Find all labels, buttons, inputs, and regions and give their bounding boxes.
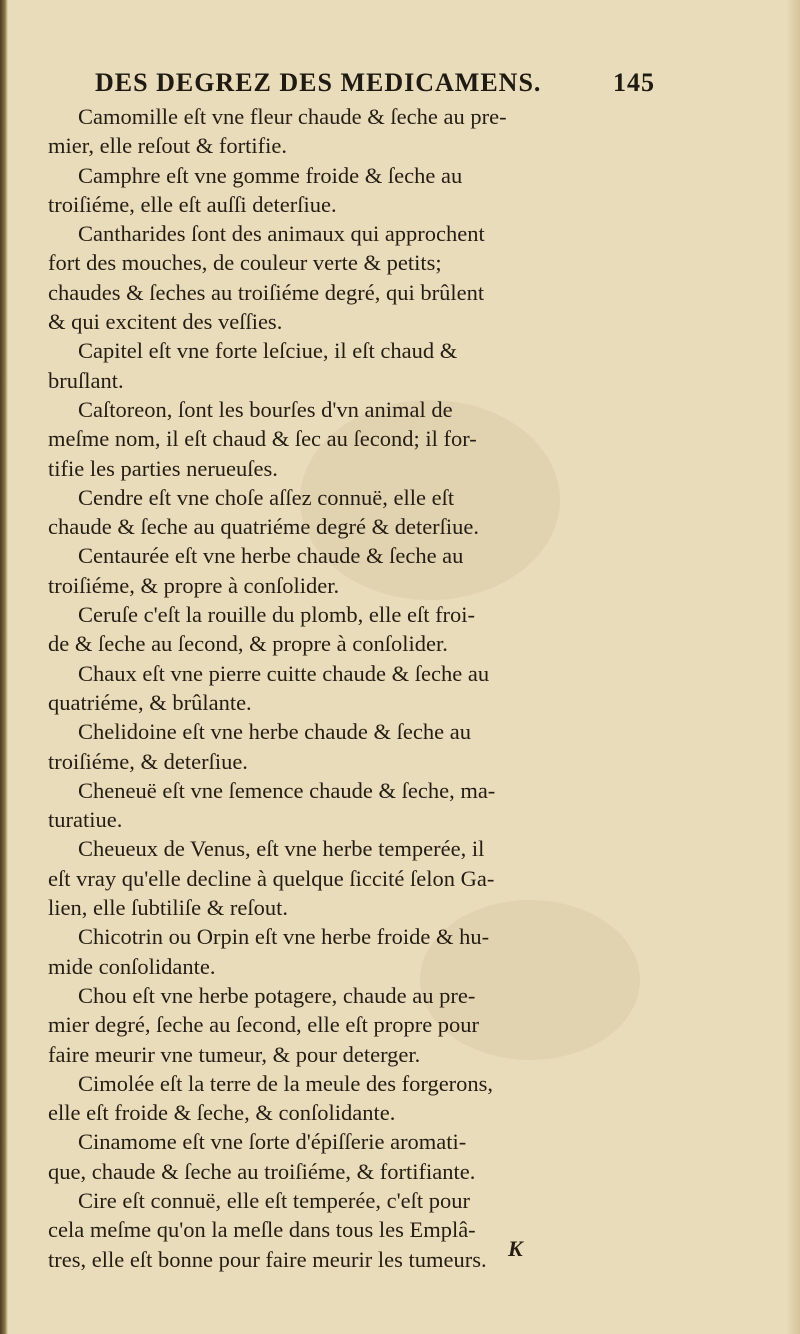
- entry-line: Camomille eſt vne fleur chaude & ſeche au pre-: [78, 104, 507, 129]
- entry-line: Centaurée eſt vne herbe chaude & ſeche au: [78, 543, 464, 569]
- running-head: [95, 68, 655, 100]
- dictionary-entry: [48, 922, 644, 981]
- entry-line: fort des mouches, de couleur verte & petits;: [48, 250, 442, 276]
- entry-line: eſt vray qu'elle decline à quelque ſiccité ſelon Ga-: [48, 865, 495, 891]
- dictionary-entry: [48, 1186, 644, 1274]
- signature-mark: K: [508, 1236, 523, 1261]
- entry-line: tifie les parties nerueuſes.: [48, 455, 278, 481]
- entry-line: meſme nom, il eſt chaud & ſec au ſecond; il for-: [48, 426, 477, 452]
- entry-line: que, chaude & ſeche au troiſiéme, & fortifiante.: [48, 1158, 476, 1184]
- entry-line: troiſiéme, & propre à conſolider.: [48, 572, 340, 598]
- dictionary-entry: [48, 981, 644, 1069]
- entry-line: elle eſt froide & ſeche, & conſolidante.: [48, 1100, 396, 1126]
- page-number: 145: [613, 68, 655, 97]
- entry-line: Capitel eſt vne forte leſciue, il eſt chaud &: [78, 338, 458, 364]
- entry-line: Cendre eſt vne choſe aſſez connuë, elle eſt: [78, 484, 455, 510]
- entry-line: Cantharides ſont des animaux qui approchent: [78, 221, 485, 247]
- page-gutter: [0, 0, 8, 1334]
- entry-line: Cheneuë eſt vne ſemence chaude & ſeche, ma-: [78, 777, 496, 803]
- entry-line: Chou eſt vne herbe potagere, chaude au pre-: [78, 982, 476, 1008]
- entry-line: cela meſme qu'on la meſle dans tous les Emplâ-: [48, 1217, 476, 1243]
- entry-line: Camphre eſt vne gomme froide & ſeche au: [78, 162, 463, 188]
- entry-line: mide conſolidante.: [48, 953, 216, 979]
- dictionary-text: [48, 102, 644, 1274]
- entry-line: turatiue.: [48, 807, 123, 833]
- entry-line: Cimolée eſt la terre de la meule des forgerons,: [78, 1070, 494, 1096]
- entry-line: Ceruſe c'eſt la rouille du plomb, elle eſt froi-: [78, 602, 476, 628]
- entry-line: tres, elle eſt bonne pour faire meurir les tumeurs.: [48, 1246, 487, 1272]
- dictionary-entry: [48, 541, 644, 600]
- entry-line: Cinamome eſt vne ſorte d'épiſſerie aromati-: [78, 1129, 467, 1155]
- entry-line: Chelidoine eſt vne herbe chaude & ſeche au: [78, 719, 471, 745]
- entry-line: Chaux eſt vne pierre cuitte chaude & ſeche au: [78, 660, 490, 686]
- dictionary-entry: [48, 483, 644, 542]
- entry-line: troiſiéme, & deterſiue.: [48, 748, 248, 774]
- entry-line: & qui excitent des veſſies.: [48, 309, 283, 335]
- dictionary-entry: [48, 600, 644, 659]
- entry-line: Chicotrin ou Orpin eſt vne herbe froide & hu-: [78, 924, 490, 950]
- entry-line: troiſiéme, elle eſt auſſi deterſiue.: [48, 191, 337, 217]
- dictionary-entry: [48, 1127, 644, 1186]
- entry-line: chaude & ſeche au quatriéme degré & deterſiue.: [48, 514, 480, 540]
- entry-line: Cheueux de Venus, eſt vne herbe temperée, il: [78, 836, 485, 862]
- page-edge: [786, 0, 800, 1334]
- entry-line: faire meurir vne tumeur, & pour deterger.: [48, 1041, 421, 1067]
- entry-line: Cire eſt connuë, elle eſt temperée, c'eſt pour: [78, 1187, 471, 1213]
- entry-line: chaudes & ſeches au troiſiéme degré, qui brûlent: [48, 279, 485, 305]
- dictionary-entry: [48, 776, 644, 835]
- entry-line: de & ſeche au ſecond, & propre à conſolider.: [48, 631, 448, 657]
- dictionary-entry: [48, 336, 644, 395]
- entry-line: mier degré, ſeche au ſecond, elle eſt propre pour: [48, 1012, 480, 1038]
- dictionary-entry: [48, 395, 644, 483]
- dictionary-entry: [48, 219, 644, 336]
- dictionary-entry: [48, 717, 644, 776]
- dictionary-entry: [48, 834, 644, 922]
- running-head-title: DES DEGREZ DES MEDICAMENS.: [95, 68, 542, 97]
- dictionary-entry: [48, 161, 644, 220]
- entry-line: lien, elle ſubtiliſe & reſout.: [48, 895, 288, 921]
- entry-line: Caſtoreon, ſont les bourſes d'vn animal de: [78, 396, 453, 422]
- entry-line: mier, elle reſout & fortifie.: [48, 133, 288, 159]
- entry-line: bruſlant.: [48, 367, 124, 393]
- dictionary-entry: [48, 1069, 644, 1128]
- entry-line: quatriéme, & brûlante.: [48, 689, 252, 715]
- dictionary-entry: [48, 102, 644, 161]
- dictionary-entry: [48, 659, 644, 718]
